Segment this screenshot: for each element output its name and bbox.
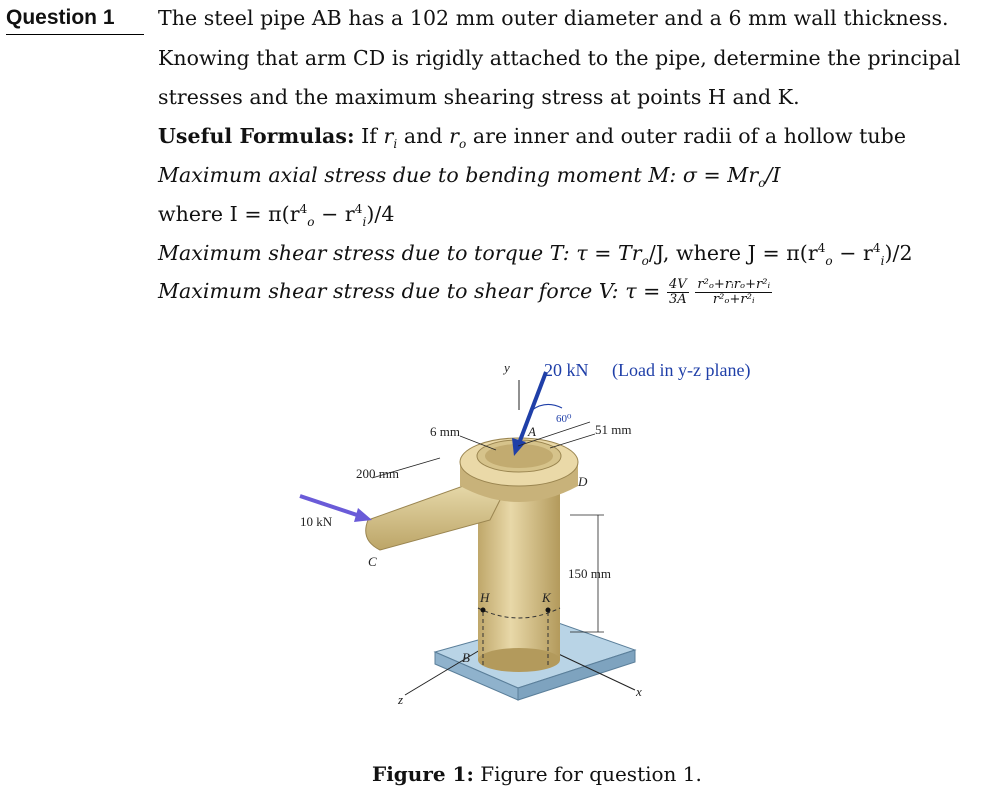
intro-post: are inner and outer radii of a hollow tube [466,124,907,148]
shear-frac1-den: 3A [668,292,687,307]
point-k-label: K [542,590,551,605]
figure-pipe-diagram [290,350,790,730]
inertia-tail: )/4 [366,202,395,226]
dim-6mm-label: 6 mm [430,424,460,439]
shear-frac2-den: r²ₒ+r²ᵢ [712,292,755,307]
question-underline [6,34,144,35]
dim-51mm-line [550,434,595,448]
torque-sub-i: i [880,254,885,269]
torque-label: Maximum shear stress due to torque T: τ = Tr [158,241,642,265]
dim-150mm-label: 150 mm [568,566,611,581]
ri-symbol: r [383,124,394,148]
point-c-label: C [368,554,377,569]
point-d-label: D [578,474,588,489]
axis-z-label: z [398,692,404,707]
shear-label: Maximum shear stress due to shear force V: τ = [158,279,667,303]
axis-x-label: x [636,684,642,699]
torque-sup-i: 4 [872,241,881,256]
inertia-label: where I = π(r [158,202,300,226]
question-label: Question 1 [6,6,115,29]
formula-axial [158,163,781,190]
load-10kn-label: 10 kN [300,514,333,529]
torque-sup-o: 4 [817,241,826,256]
torque-tail: /J, where J = π(r [648,241,818,265]
torque-mid: − r [832,241,873,265]
intro-mid: and [397,124,450,148]
dim-51mm-label: 51 mm [595,422,632,437]
formula-inertia [158,202,394,229]
question-line-3: stresses and the maximum shearing stress at points H and K. [158,85,800,109]
formula-torque [158,241,913,268]
shear-frac2-num: r²ₒ+rᵢrₒ+r²ᵢ [697,277,771,292]
inertia-sub-o: o [307,215,315,230]
caption-label: Figure 1: [372,762,474,786]
formulas-intro [158,124,906,151]
ro-symbol: r [449,124,459,148]
formulas-heading: Useful Formulas: [158,124,355,148]
inertia-sup-o: 4 [299,202,308,217]
question-line-1: The steel pipe AB has a 102 mm outer diameter and a 6 mm wall thickness. [158,6,949,30]
axial-label: Maximum axial stress due to bending moment M: σ = Mr [158,163,759,187]
question-line-2: Knowing that arm CD is rigidly attached to the pipe, determine the principal [158,46,961,70]
figure-caption [372,762,702,786]
axis-y-label: y [504,360,510,375]
axial-sub: o [758,176,766,191]
point-k-dot [546,608,551,613]
angle-label: 60⁰ [556,413,572,425]
shear-frac1-num: 4V [668,277,687,292]
point-a-label: A [528,424,536,439]
point-b-label: B [462,650,470,665]
formula-shear [158,278,772,307]
ri-sub: i [393,137,398,152]
caption-text: Figure for question 1. [473,762,702,786]
inertia-sup-i: 4 [354,202,363,217]
angle-arc [532,404,562,410]
shear-fraction-1 [667,278,689,307]
torque-sub-o: o [825,254,833,269]
load-plane-label: (Load in y-z plane) [612,360,751,380]
inertia-mid: − r [314,202,355,226]
pipe-bottom [478,648,560,672]
intro-pre: If [354,124,384,148]
axial-tail: /I [765,163,781,187]
inertia-sub-i: i [362,215,367,230]
point-h-dot [481,608,486,613]
load-20kn-label: 20 kN [544,360,589,380]
ro-sub: o [458,137,467,152]
point-h-label: H [480,590,490,605]
load-10kn-arrowhead [354,508,372,522]
torque-sub: o [641,254,649,269]
torque-end: )/2 [884,241,913,265]
shear-fraction-2 [695,278,772,307]
load-10kn-arrow [300,496,360,516]
dim-200mm-label: 200 mm [356,466,399,481]
